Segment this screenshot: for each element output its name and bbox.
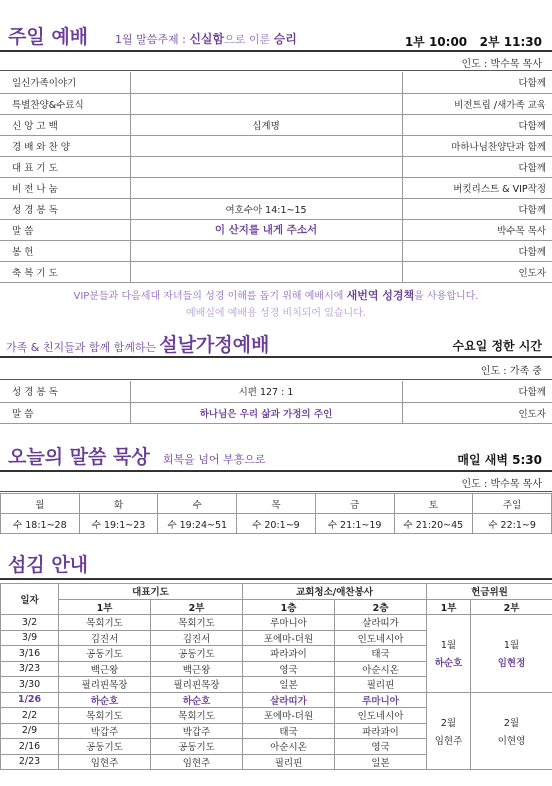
day-verse: 수 21:20~45	[394, 514, 473, 534]
day-verse: 수 22:1~9	[473, 514, 552, 534]
header-offering: 헌금위원	[427, 584, 552, 600]
meditation-title: 오늘의 말씀 묵상	[8, 446, 150, 468]
order-item-leader: 다함께	[402, 240, 552, 261]
order-item-detail	[130, 261, 402, 282]
service-p1: 공동기도	[59, 646, 151, 662]
service-p2: 박갑주	[151, 723, 243, 739]
service-f1: 포에마-더원	[243, 630, 335, 646]
family-item-detail: 시편 127 : 1	[130, 381, 402, 402]
offering-name: 임현정	[497, 658, 526, 670]
service-date: 3/23	[1, 661, 59, 677]
order-item-leader: 박수목 목사	[402, 219, 552, 240]
offering-cell	[427, 692, 471, 770]
service-p1: 김진서	[59, 630, 151, 646]
day-label: 수	[158, 494, 237, 514]
order-row	[0, 156, 552, 177]
order-item-leader: 다함께	[402, 198, 552, 219]
family-header	[6, 330, 269, 357]
header-o2: 2부	[471, 599, 552, 615]
service-f1: 파라과이	[243, 646, 335, 662]
header-date: 일자	[1, 584, 59, 615]
meditation-subtitle: 회복을 넘어 부흥으로	[162, 453, 266, 466]
service-p1: 공동기도	[59, 739, 151, 755]
order-item-detail	[130, 72, 402, 93]
service-f2: 일본	[335, 754, 427, 770]
order-row	[0, 240, 552, 261]
day-label: 화	[79, 494, 158, 514]
service-f2: 인도네시아	[335, 630, 427, 646]
service-table	[0, 583, 552, 770]
offering-month: 1월	[440, 640, 457, 652]
service-p1: 백근왕	[59, 661, 151, 677]
family-item-name: 성 경 봉 독	[0, 381, 130, 402]
service-p2: 목회기도	[151, 615, 243, 631]
notice1-bold: 새번역 성경책	[346, 289, 415, 302]
service-f2: 태국	[335, 646, 427, 662]
service-date: 3/9	[1, 630, 59, 646]
service-date: 2/9	[1, 723, 59, 739]
header-f2: 2층	[335, 599, 427, 615]
family-title: 설날가정예배	[159, 334, 270, 356]
notice-line-1	[0, 287, 552, 303]
offering-month: 1월	[503, 640, 520, 652]
offering-cell	[427, 615, 471, 693]
service-f1: 필리핀	[243, 754, 335, 770]
service-date: 2/23	[1, 754, 59, 770]
service-p2: 필리핀목장	[151, 677, 243, 693]
day-verse: 수 19:24~51	[158, 514, 237, 534]
service-f1: 영국	[243, 661, 335, 677]
service-p1: 박갑주	[59, 723, 151, 739]
order-item-leader: 다함께	[402, 156, 552, 177]
order-row	[0, 198, 552, 219]
order-item-leader: 버킷리스트 & VIP작정	[402, 177, 552, 198]
service-p2: 공동기도	[151, 646, 243, 662]
family-item-leader: 인도자	[402, 402, 552, 423]
order-row	[0, 177, 552, 198]
notice1-post: 을 사용합니다.	[414, 291, 479, 302]
theme-word2: 승리	[273, 32, 297, 46]
family-order-table	[0, 381, 552, 424]
service-date: 3/2	[1, 615, 59, 631]
service-f2: 살라띠가	[335, 615, 427, 631]
order-item-detail	[130, 177, 402, 198]
worship-times: 1부 10:00 2부 11:30	[404, 35, 542, 49]
service-p1: 목회기도	[59, 615, 151, 631]
order-item-leader: 다함께	[402, 72, 552, 93]
order-item-name: 봉 헌	[0, 240, 130, 261]
day-label: 토	[394, 494, 473, 514]
service-f2: 아순시온	[335, 661, 427, 677]
meditation-table	[0, 493, 552, 534]
header-f1: 1층	[243, 599, 335, 615]
service-date: 2/16	[1, 739, 59, 755]
order-item-name: 성 경 봉 독	[0, 198, 130, 219]
worship-title: 주일 예배	[8, 26, 89, 48]
service-f1: 일본	[243, 677, 335, 693]
order-row	[0, 93, 552, 114]
order-item-name: 특별찬양&수료식	[0, 93, 130, 114]
notice-line-2: 예배실에 예배용 성경 비치되어 있습니다.	[185, 308, 367, 319]
offering-name: 하순호	[434, 658, 463, 670]
order-row	[0, 135, 552, 156]
offering-name: 임현주	[434, 735, 463, 747]
order-item-leader: 마하나님찬양단과 함께	[402, 135, 552, 156]
meditation-header	[8, 442, 266, 469]
offering-cell	[471, 692, 552, 770]
service-date: 2/2	[1, 708, 59, 724]
service-p2: 백근왕	[151, 661, 243, 677]
header-p2: 2부	[151, 599, 243, 615]
family-leader: 인도 : 가족 중	[480, 366, 542, 377]
order-row	[0, 219, 552, 240]
day-label: 주일	[473, 494, 552, 514]
offering-name: 이현영	[497, 735, 526, 747]
order-row	[0, 114, 552, 135]
service-p2: 임현주	[151, 754, 243, 770]
service-p1: 임현주	[59, 754, 151, 770]
service-row	[1, 615, 552, 631]
service-f2: 영국	[335, 739, 427, 755]
service-date: 3/16	[1, 646, 59, 662]
order-row	[0, 261, 552, 282]
service-f1: 아순시온	[243, 739, 335, 755]
service-f2: 인도네시아	[335, 708, 427, 724]
order-item-detail	[130, 156, 402, 177]
offering-cell	[471, 615, 552, 693]
service-p2: 김진서	[151, 630, 243, 646]
family-order-row	[0, 381, 552, 402]
header-cleaning: 교회청소/애찬봉사	[243, 584, 427, 600]
order-item-name: 축 복 기 도	[0, 261, 130, 282]
order-item-detail: 여호수아 14:1~15	[130, 198, 402, 219]
order-item-detail: 이 산지를 내게 주소서	[130, 219, 402, 240]
header-o1: 1부	[427, 599, 471, 615]
family-item-name: 말 씀	[0, 402, 130, 423]
day-label: 목	[237, 494, 316, 514]
offering-month: 2월	[440, 717, 457, 729]
family-pre-title: 가족 & 친지들과 함께 함께하는	[6, 341, 157, 354]
worship-theme	[115, 30, 297, 47]
day-label: 금	[315, 494, 394, 514]
service-row	[1, 692, 552, 708]
family-item-detail: 하나님은 우리 삶과 가정의 주인	[130, 402, 402, 423]
service-f1: 포에마-더원	[243, 708, 335, 724]
theme-mid: 으로 이룬	[224, 33, 271, 46]
service-p1: 필리핀목장	[59, 677, 151, 693]
order-item-name: 말 씀	[0, 219, 130, 240]
order-row	[0, 72, 552, 93]
header-p1: 1부	[59, 599, 151, 615]
meditation-leader: 인도 : 박수목 목사	[461, 479, 542, 490]
order-item-name: 신 앙 고 백	[0, 114, 130, 135]
meditation-time: 매일 새벽 5:30	[457, 453, 542, 467]
service-title: 섬김 안내	[8, 554, 89, 576]
order-item-name: 일신가족이야기	[0, 72, 130, 93]
order-item-name: 대 표 기 도	[0, 156, 130, 177]
day-label: 월	[1, 494, 80, 514]
theme-word1: 신실함	[189, 32, 225, 46]
day-verse: 수 20:1~9	[237, 514, 316, 534]
worship-leader: 인도 : 박수목 목사	[461, 59, 542, 70]
order-item-detail: 십계명	[130, 114, 402, 135]
order-item-leader: 다함께	[402, 114, 552, 135]
notice1-pre: VIP분들과 다음세대 자녀들의 성경 이해를 돕기 위해 예배시에	[73, 291, 347, 302]
service-f2: 루마니아	[335, 692, 427, 708]
order-item-name: 경 배 와 찬 양	[0, 135, 130, 156]
order-item-leader: 인도자	[402, 261, 552, 282]
service-f1: 태국	[243, 723, 335, 739]
service-f2: 필리핀	[335, 677, 427, 693]
order-item-detail	[130, 240, 402, 261]
service-f1: 살라띠가	[243, 692, 335, 708]
theme-prefix: 1월 말씀주제 :	[115, 33, 186, 46]
header-prayer: 대표기도	[59, 584, 243, 600]
day-verse: 수 19:1~23	[79, 514, 158, 534]
service-p1: 목회기도	[59, 708, 151, 724]
service-date: 1/26	[1, 692, 59, 708]
service-date: 3/30	[1, 677, 59, 693]
service-p1: 하순호	[59, 692, 151, 708]
family-order-row	[0, 402, 552, 423]
order-item-leader: 비전트립 /새가족 교육	[402, 93, 552, 114]
service-f2: 파라과이	[335, 723, 427, 739]
service-p2: 하순호	[151, 692, 243, 708]
order-item-name: 비 전 나 눔	[0, 177, 130, 198]
family-time: 수요일 정한 시간	[452, 339, 542, 353]
service-f1: 루마니아	[243, 615, 335, 631]
order-item-detail	[130, 135, 402, 156]
service-p2: 목회기도	[151, 708, 243, 724]
day-verse: 수 18:1~28	[1, 514, 80, 534]
day-verse: 수 21:1~19	[315, 514, 394, 534]
worship-order-table	[0, 72, 552, 283]
offering-month: 2월	[503, 717, 520, 729]
order-item-detail	[130, 93, 402, 114]
service-p2: 공동기도	[151, 739, 243, 755]
family-item-leader: 다함께	[402, 381, 552, 402]
